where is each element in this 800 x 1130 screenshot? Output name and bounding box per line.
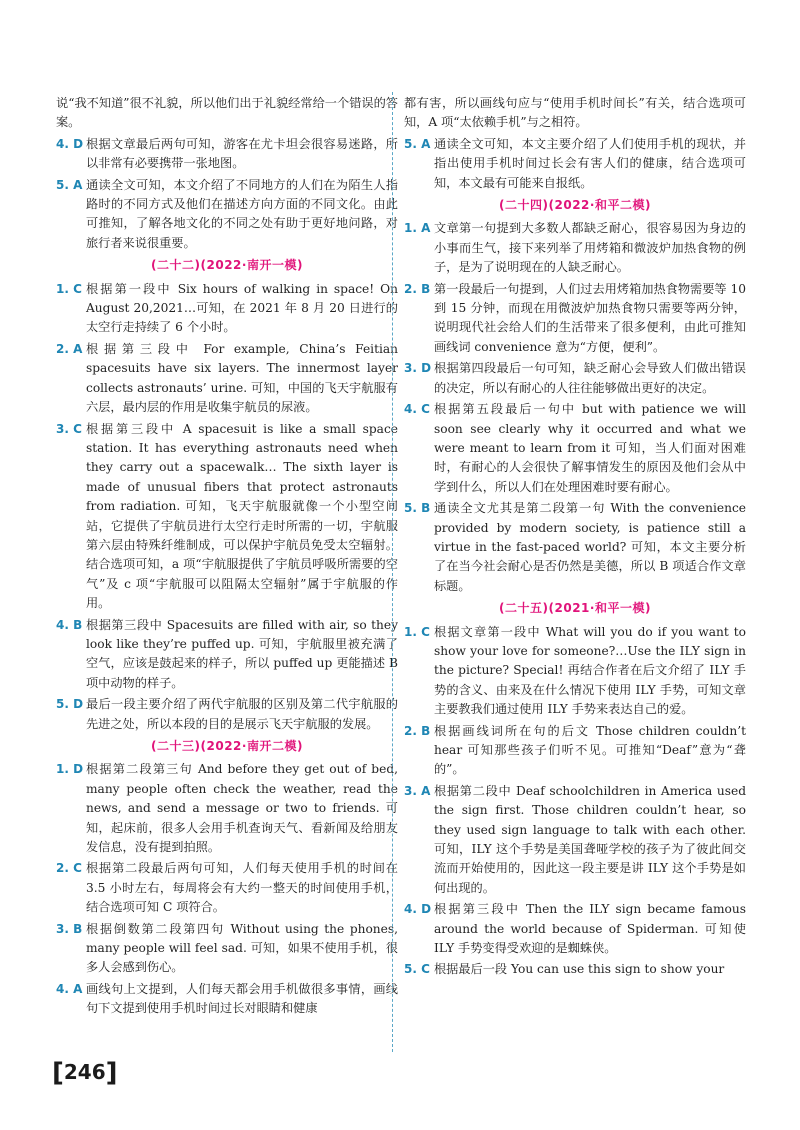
- answer-explanation: 根据第四段最后一句可知，缺乏耐心会导致人们做出错误的决定，所以有耐心的人往往能够做出更好的决定。: [434, 361, 746, 395]
- answer-item: [56, 695, 398, 734]
- answer-explanation: 最后一段主要介绍了两代宇航服的区别及第二代宇航服的先进之处，所以本段的目的是展示飞天宇航服的发展。: [86, 697, 398, 731]
- answer-number: 5. A: [404, 136, 431, 151]
- answer-explanation: 通读全文尤其是第二段第一句 With the convenience provided by modern society, is patience still a virtue in the fast-paced world? 可知，本文主要分析了在当今社会耐心是否仍然是美德，所以 B 项适合作文章标题。: [434, 501, 746, 593]
- answer-explanation: 根据最后一段 You can use this sign to show your: [434, 962, 725, 977]
- answer-item: [56, 616, 398, 694]
- answer-number: 1. C: [56, 281, 82, 296]
- answer-explanation: 根据第二段最后两句可知，人们每天使用手机的时间在 3.5 小时左右，每周将会有大约一整天的时间使用手机，结合选项可知 C 项符合。: [86, 861, 398, 915]
- answer-item: [56, 420, 398, 614]
- answer-item: [404, 219, 746, 277]
- answer-number: 5. C: [404, 962, 430, 977]
- answer-number: 1. C: [404, 624, 430, 639]
- column-divider: [392, 92, 393, 1052]
- answer-number: 5. A: [56, 177, 83, 192]
- section-heading: (二十二)(2022·南开一模): [151, 258, 303, 273]
- answer-explanation: 根据倒数第二段第四句 Without using the phones, many people will feel sad. 可知，如果不使用手机，很多人会感到伤心。: [86, 921, 398, 975]
- answer-item: [404, 135, 746, 193]
- answer-item: [56, 176, 398, 254]
- answer-number: 3. B: [56, 921, 83, 936]
- answer-explanation: 根据第三段中 For example, China’s Feitian spacesuits have six layers. The innermost layer collects astronauts’ urine. 可知，中国的飞天宇航服有六层，最内层的作用是收集宇航员的尿液。: [86, 341, 398, 415]
- answer-item: [56, 859, 398, 917]
- answer-number: 4. B: [56, 617, 83, 632]
- section-heading: (二十三)(2022·南开二模): [151, 739, 303, 753]
- answer-explanation: 根据文章最后两句可知，游客在尤卡坦会很容易迷路，所以非常有必要携带一张地图。: [86, 136, 398, 171]
- answer-explanation: 根据第三段中 A spacesuit is like a small space station. It has everything astronauts need when they carry out a spacewalk… The sixth layer is made of unusual fibers that protect astronauts from radiation. 可知，飞天宇航服就像一个小型空间站，它提供了宇航员进行太空行走时所需的一切，宇航服第六层由特殊纤维制成，可以保护宇航员免受太空辐射。结合选项可知，a 项“宇航服提供了宇航员呼吸所需要的空气”及 c 项“宇航服可以阻隔太空辐射”属于宇航服的作用。: [86, 421, 398, 611]
- answer-item: [404, 960, 746, 979]
- answer-explanation: 通读全文可知，本文介绍了不同地方的人们在为陌生人指路时的不同方式及他们在描述方向方面的不同文化。由此可推知，了解各地文化的不同之处有助于更好地问路，对旅行者来说很重要。: [86, 177, 398, 250]
- answer-explanation: 第一段最后一句提到，人们过去用烤箱加热食物需要等 10 到 15 分钟，而现在用微波炉加热食物只需要等两分钟，说明现代社会给人们的生活带来了很多便利，由此可推知画线词 convenience 意为“方便，便利”。: [434, 281, 746, 354]
- answer-explanation: 文章第一句提到大多数人都缺乏耐心，很容易因为身边的小事而生气，接下来列举了用烤箱和微波炉加热食物的例子，是为了说明现在的人缺乏耐心。: [434, 221, 746, 275]
- answer-number: 2. C: [56, 861, 82, 876]
- answer-explanation: 根据文章第一段中 What will you do if you want to show your love for someone?…Use the ILY sign in the picture? Special! 再结合作者在后文介绍了 ILY 手势的含义、由来及在什么情况下使用 ILY 手势，可知文章主要教我们通过使用 ILY 手势来表达自己的爱。: [434, 624, 746, 717]
- answer-item: [404, 722, 746, 780]
- answer-item: [56, 760, 398, 857]
- answer-item: [404, 359, 746, 398]
- answer-item: [404, 280, 746, 358]
- answer-number: 4. D: [404, 902, 432, 917]
- answer-number: 2. A: [56, 341, 83, 356]
- answer-number: 4. D: [56, 136, 84, 151]
- right-column: [404, 94, 746, 982]
- answer-number: 1. A: [404, 221, 431, 236]
- answer-number: 2. B: [404, 281, 431, 296]
- answer-number: 5. B: [404, 501, 431, 516]
- answer-item: [56, 980, 398, 1019]
- answer-item: [404, 400, 746, 497]
- answer-item: [404, 782, 746, 898]
- page-number-value: 246: [63, 1060, 106, 1084]
- answer-number: 1. D: [56, 762, 84, 777]
- continued-paragraph: 都有害，所以画线句应与“使用手机时间长”有关，结合选项可知，A 项“太依赖手机”与之相符。: [404, 96, 746, 130]
- answer-explanation: 根据第一段中 Six hours of walking in space! On August 20,2021…可知，在 2021 年 8 月 20 日进行的太空行走持续了 6 个小时。: [86, 281, 398, 335]
- answer-explanation: 根据第五段最后一句中 but with patience we will soon see clearly why it occurred and what we were meant to learn from it 可知，当人们面对困难时，有耐心的人会很快了解事情发生的原因及他们会从中学到什么，所以人们在处理困难时要有耐心。: [434, 402, 746, 494]
- answer-item: [56, 135, 398, 174]
- answer-explanation: 通读全文可知，本文主要介绍了人们使用手机的现状，并指出使用手机时间过长会有害人们的健康，结合选项可知，本文最有可能来自报纸。: [434, 136, 746, 190]
- answer-item: [404, 623, 746, 720]
- answer-item: [56, 280, 398, 338]
- answer-number: 5. D: [56, 697, 84, 712]
- answer-item: [56, 340, 398, 418]
- answer-number: 3. C: [56, 421, 82, 436]
- left-column: [56, 94, 398, 1021]
- answer-explanation: 根据第二段中 Deaf schoolchildren in America used the sign first. Those children couldn’t hear, so they used sign language to talk with each other. 可知，ILY 这个手势是美国聋哑学校的孩子为了彼此间交流而开始使用的，因此这一段主要是讲 ILY 这个手势是如何出现的。: [434, 783, 746, 895]
- answer-item: [404, 900, 746, 958]
- answer-item: [404, 499, 746, 596]
- continued-paragraph: 说“我不知道”很不礼貌，所以他们出于礼貌经常给一个错误的答案。: [56, 96, 398, 130]
- answer-explanation: 根据第二段第三句 And before they get out of bed, many people often check the weather, read the news, and send a message or two to friends. 可知，起床前，很多人会用手机查询天气、看新闻及给朋友发信息，没有提到拍照。: [86, 762, 398, 855]
- answer-number: 4. A: [56, 981, 83, 996]
- page-number: [246]: [52, 1058, 118, 1088]
- answer-explanation: 根据第三段中 Then the ILY sign became famous around the world because of Spiderman. 可知使 ILY 手势变得受欢迎的是蜘蛛侠。: [434, 902, 746, 956]
- answer-number: 3. A: [404, 783, 431, 798]
- section-heading: (二十五)(2021·和平一模): [499, 601, 651, 616]
- answer-number: 4. C: [404, 402, 430, 417]
- answer-explanation: 根据画线词所在句的后文 Those children couldn’t hear 可知那些孩子们听不见。可推知“Deaf”意为“聋的”。: [434, 723, 746, 777]
- answer-number: 3. D: [404, 361, 432, 376]
- answer-number: 2. B: [404, 723, 431, 738]
- answer-explanation: 根据第三段中 Spacesuits are filled with air, so they look like they’re puffed up. 可知，宇航服里被充满了空气，应该是鼓起来的样子，所以 puffed up 更能描述 B 项中动物的样子。: [86, 617, 398, 690]
- answer-explanation: 画线句上文提到，人们每天都会用手机做很多事情，画线句下文提到使用手机时间过长对眼睛和健康: [86, 981, 398, 1016]
- answer-item: [56, 920, 398, 978]
- section-heading: (二十四)(2022·和平二模): [499, 198, 651, 213]
